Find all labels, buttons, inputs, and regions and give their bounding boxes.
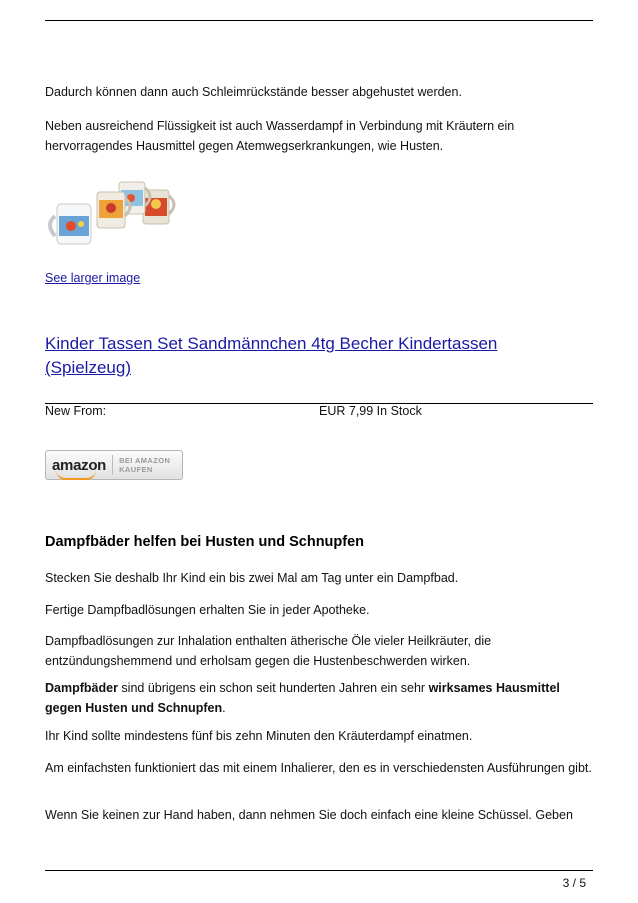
amazon-smile-icon: [56, 470, 96, 480]
header-rule: [45, 20, 593, 21]
product-image[interactable]: [45, 176, 185, 256]
paragraph-1: Stecken Sie deshalb Ihr Kind ein bis zwei Mal am Tag unter ein Dampfbad.: [45, 571, 459, 585]
paragraph-3: Dampfbadlösungen zur Inhalation enthalten ätherische Öle vieler Heilkräuter, die entzündungshemmend und erholsam gegen die Hustenbeschwerden wirken.: [45, 634, 492, 668]
paragraph-wasserdampf: Neben ausreichend Flüssigkeit ist auch Wasserdampf in Verbindung mit Kräutern ein hervorragendes Hausmittel gegen Atemwegserkrankungen, wie Husten.: [45, 119, 515, 153]
bold-hausmittel: wirksames Hausmittel gegen Husten und Schnupfen: [45, 681, 560, 715]
paragraph-2: Fertige Dampfbadlösungen erhalten Sie in jeder Apotheke.: [45, 603, 370, 617]
footer-rule: [45, 870, 593, 871]
paragraph-4-mid: sind übrigens ein schon seit hunderten Jahren ein sehr: [117, 681, 429, 695]
product-title-link[interactable]: Kinder Tassen Set Sandmännchen 4tg Becher Kindertassen (Spielzeug): [45, 334, 498, 377]
new-from-label: New From:: [45, 404, 107, 418]
amazon-button-text: BEI AMAZON KAUFEN: [119, 456, 171, 474]
price-stock: EUR 7,99 In Stock: [319, 404, 422, 418]
button-divider: [112, 455, 113, 475]
see-larger-image-link[interactable]: See larger image: [45, 271, 141, 285]
paragraph-5: Ihr Kind sollte mindestens fünf bis zehn Minuten den Kräuterdampf einatmen.: [45, 729, 473, 743]
amazon-logo: amazon: [52, 457, 106, 474]
section-heading: Dampfbäder helfen bei Husten und Schnupfen: [45, 534, 365, 550]
paragraph-4: [45, 678, 595, 718]
page-number: 3 / 5: [562, 876, 586, 890]
mugs-illustration: [45, 176, 185, 256]
paragraph-7: Wenn Sie keinen zur Hand haben, dann nehmen Sie doch einfach eine kleine Schüssel. Geben: [45, 808, 573, 822]
paragraph-4-end: .: [222, 701, 226, 715]
paragraph-6: Am einfachsten funktioniert das mit einem Inhalierer, den es in verschiedensten Ausführungen gibt.: [45, 761, 592, 775]
bold-dampfbaeder: Dampfbäder: [45, 681, 118, 695]
paragraph-schleim: Dadurch können dann auch Schleimrückstände besser abgehustet werden.: [45, 85, 462, 99]
buy-at-amazon-button[interactable]: [45, 450, 183, 480]
